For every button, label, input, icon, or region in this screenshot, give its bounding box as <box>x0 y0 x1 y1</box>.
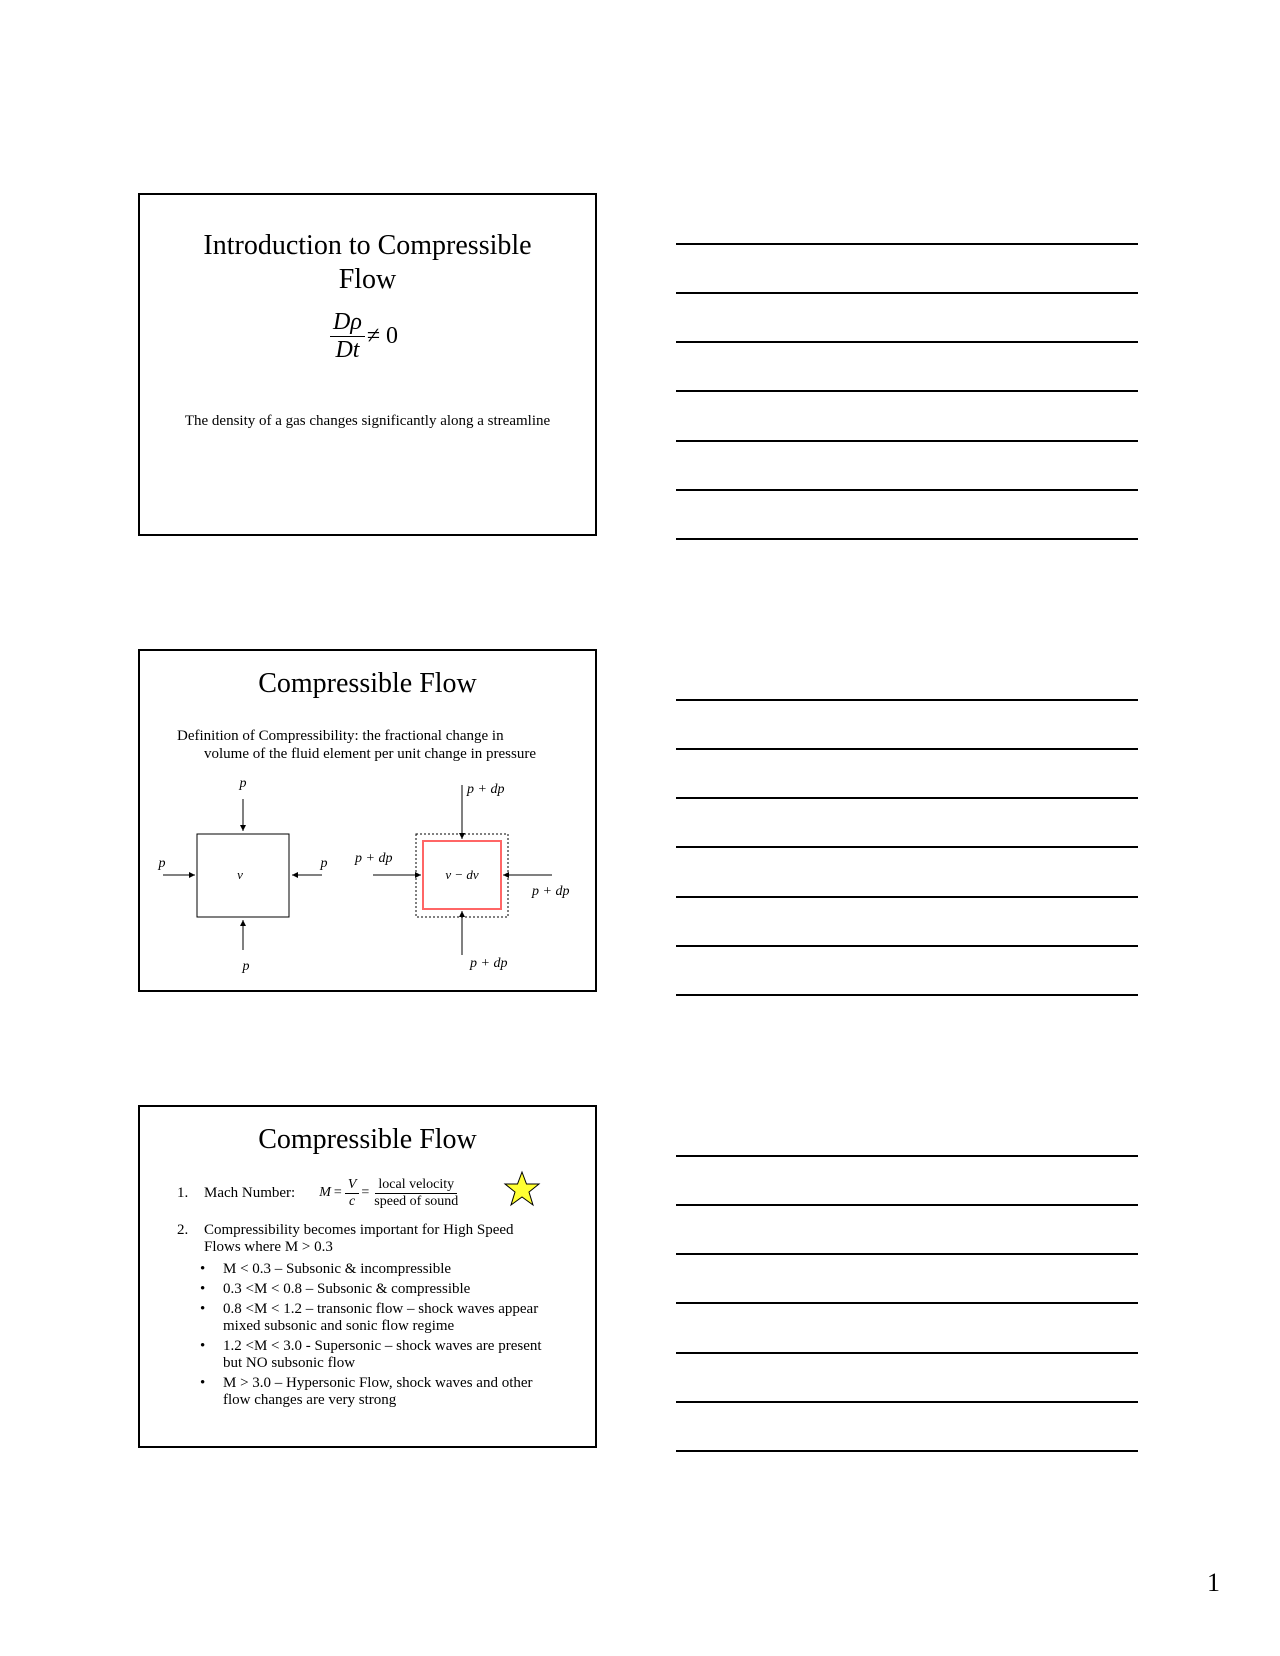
label-pdp-left: p + dp <box>355 851 393 866</box>
notes-line <box>676 440 1138 442</box>
list-item <box>140 1338 595 1372</box>
mach-regime-list <box>140 1261 595 1412</box>
notes-line <box>676 341 1138 343</box>
notes-line <box>676 994 1138 996</box>
mach-numerator: V <box>347 1176 357 1192</box>
eq-numerator-rho: ρ <box>350 309 362 335</box>
bullet-4-line2: but NO subsonic flow <box>223 1355 356 1371</box>
label-v: v <box>237 867 243 882</box>
list-item <box>140 1261 595 1278</box>
bullet-4-line1: • 1.2 <M < 3.0 - Supersonic – shock waves are present <box>223 1338 542 1354</box>
slide-1 <box>138 193 597 536</box>
label-p-left: p <box>158 856 166 871</box>
label-pdp-bottom: p + dp <box>470 956 508 971</box>
list-item <box>140 1375 595 1409</box>
mach-lhs: M <box>319 1185 331 1200</box>
density-equation <box>330 309 398 364</box>
notes-line <box>676 390 1138 392</box>
notes-line <box>676 846 1138 848</box>
mach-number-item <box>177 1171 461 1215</box>
mach-numerator-words: local velocity <box>375 1177 457 1194</box>
notes-line <box>676 797 1138 799</box>
notes-line <box>676 292 1138 294</box>
item1-label: Mach Number: <box>204 1184 296 1201</box>
notes-line <box>676 945 1138 947</box>
list-item <box>140 1281 595 1298</box>
label-p-top: p <box>239 776 247 791</box>
slide-3 <box>138 1105 597 1448</box>
element-box-left <box>197 834 289 917</box>
slide-2 <box>138 649 597 992</box>
item2-line2: Flows where M > 0.3 <box>204 1239 333 1255</box>
bullet-3-line1: • 0.8 <M < 1.2 – transonic flow – shock waves appear <box>223 1301 539 1317</box>
label-v-dv: v − dv <box>445 867 479 882</box>
mach-eq: = <box>333 1185 342 1200</box>
mach-eq2: = <box>361 1185 370 1200</box>
notes-line <box>676 1401 1138 1403</box>
compressibility-diagram <box>140 775 595 975</box>
notes-line <box>676 538 1138 540</box>
compressibility-item <box>177 1222 514 1256</box>
definition-line1: Definition of Compressibility: the fractional change in <box>177 728 504 744</box>
notes-line <box>676 896 1138 898</box>
mach-denominator: c <box>348 1193 356 1209</box>
notes-line <box>676 699 1138 701</box>
notes-line <box>676 1155 1138 1157</box>
bullet-1-line1: • M < 0.3 – Subsonic & incompressible <box>223 1261 452 1277</box>
page-number: 1 <box>1207 1568 1220 1597</box>
mach-formula <box>319 1177 461 1210</box>
label-pdp-right: p + dp <box>532 884 570 899</box>
definition-text <box>177 727 536 763</box>
label-p-bottom: p <box>242 959 250 974</box>
list-item <box>140 1301 595 1335</box>
eq-denominator: Dt <box>335 337 360 363</box>
notes-line <box>676 489 1138 491</box>
slide-3-title: Compressible Flow <box>258 1124 477 1155</box>
slide-1-title <box>140 229 595 297</box>
notes-line <box>676 748 1138 750</box>
slide-1-caption: The density of a gas changes significantly along a streamline <box>184 413 551 429</box>
notes-line <box>676 1253 1138 1255</box>
notes-line <box>676 1352 1138 1354</box>
label-pdp-top: p + dp <box>467 782 505 797</box>
notes-line <box>676 243 1138 245</box>
slide-1-title-line1: Introduction to Compressible <box>203 230 532 261</box>
label-p-right: p <box>320 856 328 871</box>
notes-line <box>676 1302 1138 1304</box>
bullet-5-line1: • M > 3.0 – Hypersonic Flow, shock waves and other <box>223 1375 533 1391</box>
eq-relation: ≠ 0 <box>366 323 399 349</box>
notes-line <box>676 1450 1138 1452</box>
eq-numerator-d: D <box>333 309 351 335</box>
mach-denominator-words: speed of sound <box>374 1193 459 1209</box>
bullet-5-line2: flow changes are very strong <box>223 1392 397 1408</box>
star-icon <box>503 1170 541 1208</box>
notes-line <box>676 1204 1138 1206</box>
slide-1-title-line2: Flow <box>338 264 397 295</box>
bullet-3-line2: mixed subsonic and sonic flow regime <box>223 1318 455 1334</box>
item1-number: 1. <box>177 1184 189 1201</box>
item2-line1: Compressibility becomes important for High Speed <box>204 1222 514 1238</box>
definition-line2: volume of the fluid element per unit change in pressure <box>204 746 536 762</box>
item2-number: 2. <box>177 1222 189 1238</box>
slide-2-title: Compressible Flow <box>258 668 477 699</box>
bullet-2-line1: • 0.3 <M < 0.8 – Subsonic & compressible <box>223 1281 471 1297</box>
